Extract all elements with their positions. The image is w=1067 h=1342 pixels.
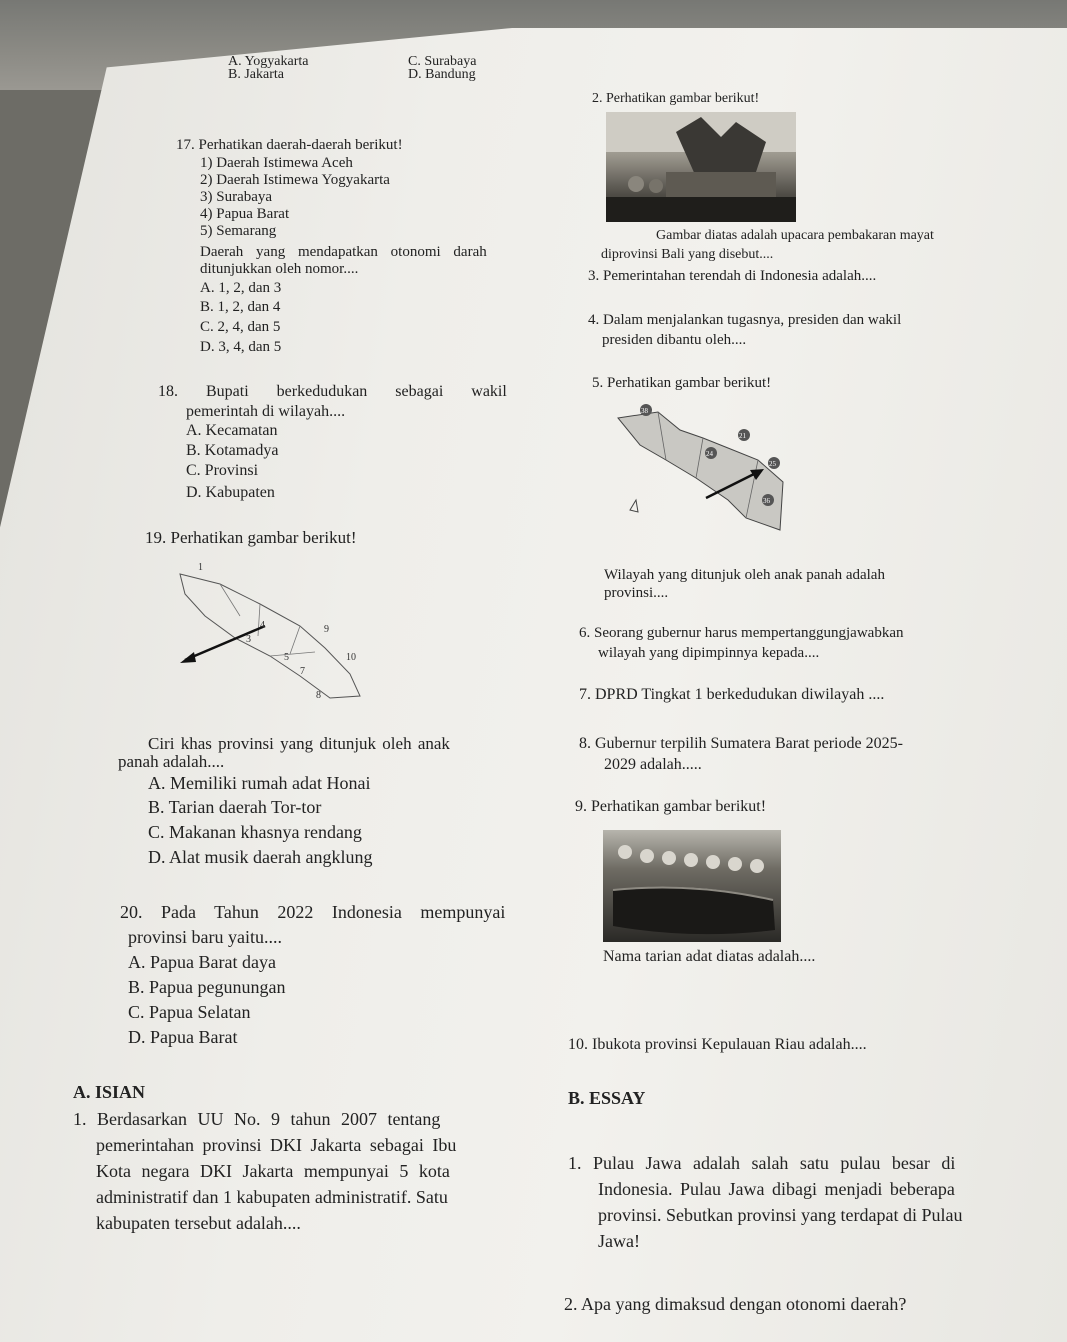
q19-option: C. Makanan khasnya rendang [148, 822, 362, 842]
isian-1-text: 1. Berdasarkan UU No. 9 tahun 2007 tentang [73, 1109, 441, 1129]
q19-map-label: 1 [198, 562, 203, 573]
q5-prompt: provinsi.... [604, 585, 669, 601]
q4-text: presiden dibantu oleh.... [602, 332, 747, 348]
q20-option: C. Papua Selatan [128, 1002, 251, 1022]
q17-option: D. 3, 4, dan 5 [200, 339, 282, 355]
q5-map-label: 25 [769, 460, 776, 468]
prev-option-a: A. Yogyakarta [228, 54, 309, 69]
q8-text: 8. Gubernur terpilih Sumatera Barat periode 2025- [579, 735, 903, 752]
q19-map-label: 9 [324, 624, 329, 635]
essay-2-text: 2. Apa yang dimaksud dengan otonomi daerah? [564, 1294, 907, 1314]
sumatra-map [150, 556, 390, 716]
essay-1-text: Indonesia. Pulau Jawa dibagi menjadi beberapa [598, 1179, 955, 1199]
q6-text: 6. Seorang gubernur harus mempertanggungjawabkan [579, 625, 904, 641]
q9-stem: 9. Perhatikan gambar berikut! [575, 798, 767, 815]
q19-map-label: 8 [316, 690, 321, 701]
prev-option-b: B. Jakarta [228, 67, 284, 82]
q6-text: wilayah yang dipimpinnya kepada.... [598, 645, 820, 661]
essay-1-text: provinsi. Sebutkan provinsi yang terdapat di Pulau [598, 1205, 963, 1225]
q19-map-label: 7 [300, 666, 305, 677]
q18-option: C. Provinsi [186, 462, 259, 479]
prev-option-d: D. Bandung [408, 67, 476, 82]
q17-stem: 17. Perhatikan daerah-daerah berikut! [176, 137, 403, 153]
q19-prompt: panah adalah.... [118, 752, 225, 771]
q3-text: 3. Pemerintahan terendah di Indonesia adalah.... [588, 268, 877, 284]
papua-map [608, 400, 788, 540]
q18-option: B. Kotamadya [186, 442, 279, 459]
q19-prompt: Ciri khas provinsi yang ditunjuk oleh anak [148, 734, 450, 753]
q7-text: 7. DPRD Tingkat 1 berkedudukan diwilayah .... [579, 686, 885, 703]
prev-option-c: C. Surabaya [408, 54, 477, 69]
q19-option: B. Tarian daerah Tor-tor [148, 797, 322, 817]
q17-item: 4) Papua Barat [200, 206, 290, 222]
q20-option: A. Papua Barat daya [128, 952, 276, 972]
q4-text: 4. Dalam menjalankan tugasnya, presiden dan wakil [588, 312, 902, 328]
q2-caption: diprovinsi Bali yang disebut.... [601, 247, 774, 262]
q18-option: A. Kecamatan [186, 422, 278, 439]
q19-option: D. Alat musik daerah angklung [148, 847, 373, 867]
section-a-heading: A. ISIAN [73, 1082, 146, 1102]
q20-option: B. Papua pegunungan [128, 977, 286, 997]
isian-1-text: pemerintahan provinsi DKI Jakarta sebagai Ibu [96, 1135, 457, 1155]
q9-caption: Nama tarian adat diatas adalah.... [603, 948, 816, 965]
q18-option: D. Kabupaten [186, 484, 275, 501]
ngaben-photo [606, 112, 796, 222]
q5-map-label: 24 [706, 450, 713, 458]
q18-stem: 18. Bupati berkedudukan sebagai wakil [158, 383, 507, 400]
q17-option: C. 2, 4, dan 5 [200, 319, 281, 335]
isian-1-text: administratif dan 1 kabupaten administratif. Satu [96, 1187, 448, 1207]
q19-option: A. Memiliki rumah adat Honai [148, 773, 371, 793]
q10-text: 10. Ibukota provinsi Kepulauan Riau adalah.... [568, 1036, 867, 1053]
q19-stem: 19. Perhatikan gambar berikut! [145, 528, 357, 547]
q2-caption: Gambar diatas adalah upacara pembakaran mayat [656, 228, 934, 243]
q18-stem: pemerintah di wilayah.... [186, 403, 346, 420]
q17-prompt: ditunjukkan oleh nomor.... [200, 261, 359, 277]
section-b-heading: B. ESSAY [568, 1088, 646, 1108]
q5-map-label: 21 [739, 432, 746, 440]
q17-option: B. 1, 2, dan 4 [200, 299, 281, 315]
q19-map-label: 4 [260, 620, 265, 631]
q5-map-label: 38 [641, 407, 648, 415]
q5-stem: 5. Perhatikan gambar berikut! [592, 375, 772, 391]
essay-1-text: Jawa! [598, 1231, 640, 1251]
q17-item: 2) Daerah Istimewa Yogyakarta [200, 172, 390, 188]
dance-photo [603, 830, 781, 942]
q5-map-label: 36 [763, 497, 770, 505]
essay-1-text: 1. Pulau Jawa adalah salah satu pulau besar di [568, 1153, 956, 1173]
q17-option: A. 1, 2, dan 3 [200, 280, 282, 296]
q20-option: D. Papua Barat [128, 1027, 238, 1047]
q19-map-label: 10 [346, 652, 356, 663]
q5-prompt: Wilayah yang ditunjuk oleh anak panah adalah [604, 567, 885, 583]
q2-stem: 2. Perhatikan gambar berikut! [592, 91, 760, 106]
q17-prompt: Daerah yang mendapatkan otonomi darah [200, 244, 487, 260]
q19-map-label: 3 [246, 634, 251, 645]
isian-1-text: Kota negara DKI Jakarta mempunyai 5 kota [96, 1161, 450, 1181]
q20-stem: provinsi baru yaitu.... [128, 927, 282, 947]
q19-map-label: 5 [284, 652, 289, 663]
q17-item: 5) Semarang [200, 223, 277, 239]
q20-stem: 20. Pada Tahun 2022 Indonesia mempunyai [120, 902, 506, 922]
q17-item: 3) Surabaya [200, 189, 273, 205]
q8-text: 2029 adalah..... [604, 756, 702, 773]
q17-item: 1) Daerah Istimewa Aceh [200, 155, 353, 171]
isian-1-text: kabupaten tersebut adalah.... [96, 1213, 301, 1233]
